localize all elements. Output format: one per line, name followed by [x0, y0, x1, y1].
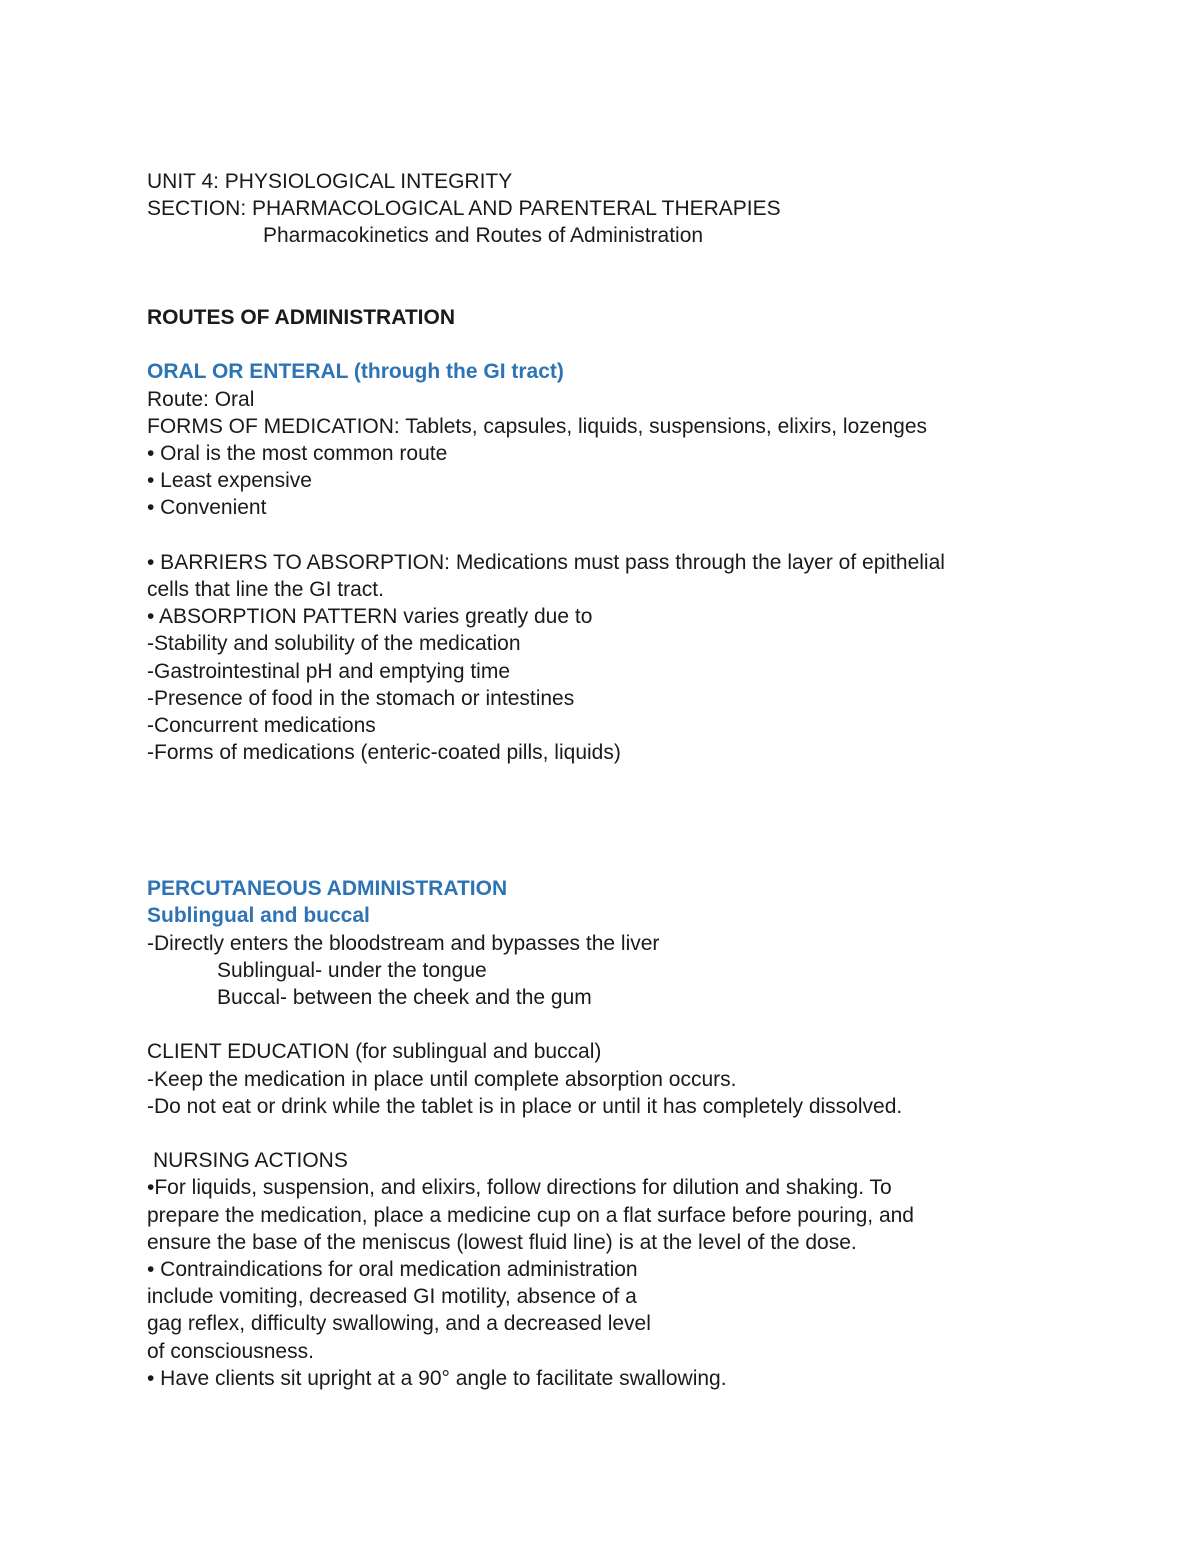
barriers-line: cells that line the GI tract. [147, 578, 384, 601]
sublingual-definition: Sublingual- under the tongue [217, 958, 487, 982]
spacer [147, 1011, 1147, 1038]
absorption-factor: -Concurrent medications [147, 714, 376, 738]
absorption-factor: -Forms of medications (enteric-coated pills, liquids) [147, 741, 621, 765]
spacer [147, 250, 1147, 304]
nursing-actions-line: prepare the medication, place a medicine cup on a flat surface before pouring, and [147, 1203, 914, 1227]
nursing-actions-line: gag reflex, difficulty swallowing, and a decreased level [147, 1312, 651, 1336]
spacer [147, 522, 1147, 549]
client-education-heading: CLIENT EDUCATION (for sublingual and buccal) [147, 1040, 602, 1064]
subsection-title: Pharmacokinetics and Routes of Administration [263, 224, 704, 248]
main-heading: ROUTES OF ADMINISTRATION [147, 306, 455, 329]
absorption-factor: -Presence of food in the stomach or intestines [147, 686, 575, 710]
nursing-actions-line: •For liquids, suspension, and elixirs, follow directions for dilution and shaking. To [147, 1176, 892, 1200]
spacer [147, 848, 1147, 875]
oral-route: Route: Oral [147, 387, 255, 411]
absorption-factor: -Gastrointestinal pH and emptying time [147, 659, 510, 683]
spacer [147, 766, 1147, 848]
nursing-actions-line: ensure the base of the meniscus (lowest fluid line) is at the level of the dose. [147, 1230, 857, 1254]
oral-bullet: • Oral is the most common route [147, 442, 448, 465]
absorption-factor: -Stability and solubility of the medication [147, 632, 521, 656]
client-education-item: -Keep the medication in place until complete absorption occurs. [147, 1067, 737, 1091]
spacer [147, 331, 1147, 358]
client-education-item: -Do not eat or drink while the tablet is in place or until it has completely dissolved. [147, 1094, 903, 1118]
absorption-pattern: • ABSORPTION PATTERN varies greatly due to [147, 605, 593, 629]
oral-heading: ORAL OR ENTERAL (through the GI tract) [147, 360, 564, 384]
percutaneous-heading: PERCUTANEOUS ADMINISTRATION [147, 877, 508, 901]
nursing-actions-line: • Contraindications for oral medication administration [147, 1258, 638, 1282]
barriers-line: • BARRIERS TO ABSORPTION: Medications must pass through the layer of epithelial [147, 550, 945, 574]
document-body [147, 168, 1147, 1392]
oral-forms: FORMS OF MEDICATION: Tablets, capsules, liquids, suspensions, elixirs, lozenges [147, 414, 927, 438]
nursing-actions-line: of consciousness. [147, 1339, 314, 1363]
oral-bullet: • Convenient [147, 496, 267, 520]
nursing-actions-line: include vomiting, decreased GI motility, absence of a [147, 1285, 637, 1309]
oral-bullet: • Least expensive [147, 469, 312, 493]
nursing-actions-line: • Have clients sit upright at a 90° angle to facilitate swallowing. [147, 1366, 727, 1390]
spacer [147, 1120, 1147, 1147]
section-title: SECTION: PHARMACOLOGICAL AND PARENTERAL THERAPIES [147, 197, 781, 221]
nursing-actions-heading: NURSING ACTIONS [153, 1149, 348, 1173]
sublingual-buccal-subheading: Sublingual and buccal [147, 904, 370, 928]
unit-title: UNIT 4: PHYSIOLOGICAL INTEGRITY [147, 170, 513, 193]
percutaneous-direct: -Directly enters the bloodstream and bypasses the liver [147, 931, 660, 955]
buccal-definition: Buccal- between the cheek and the gum [217, 986, 592, 1010]
